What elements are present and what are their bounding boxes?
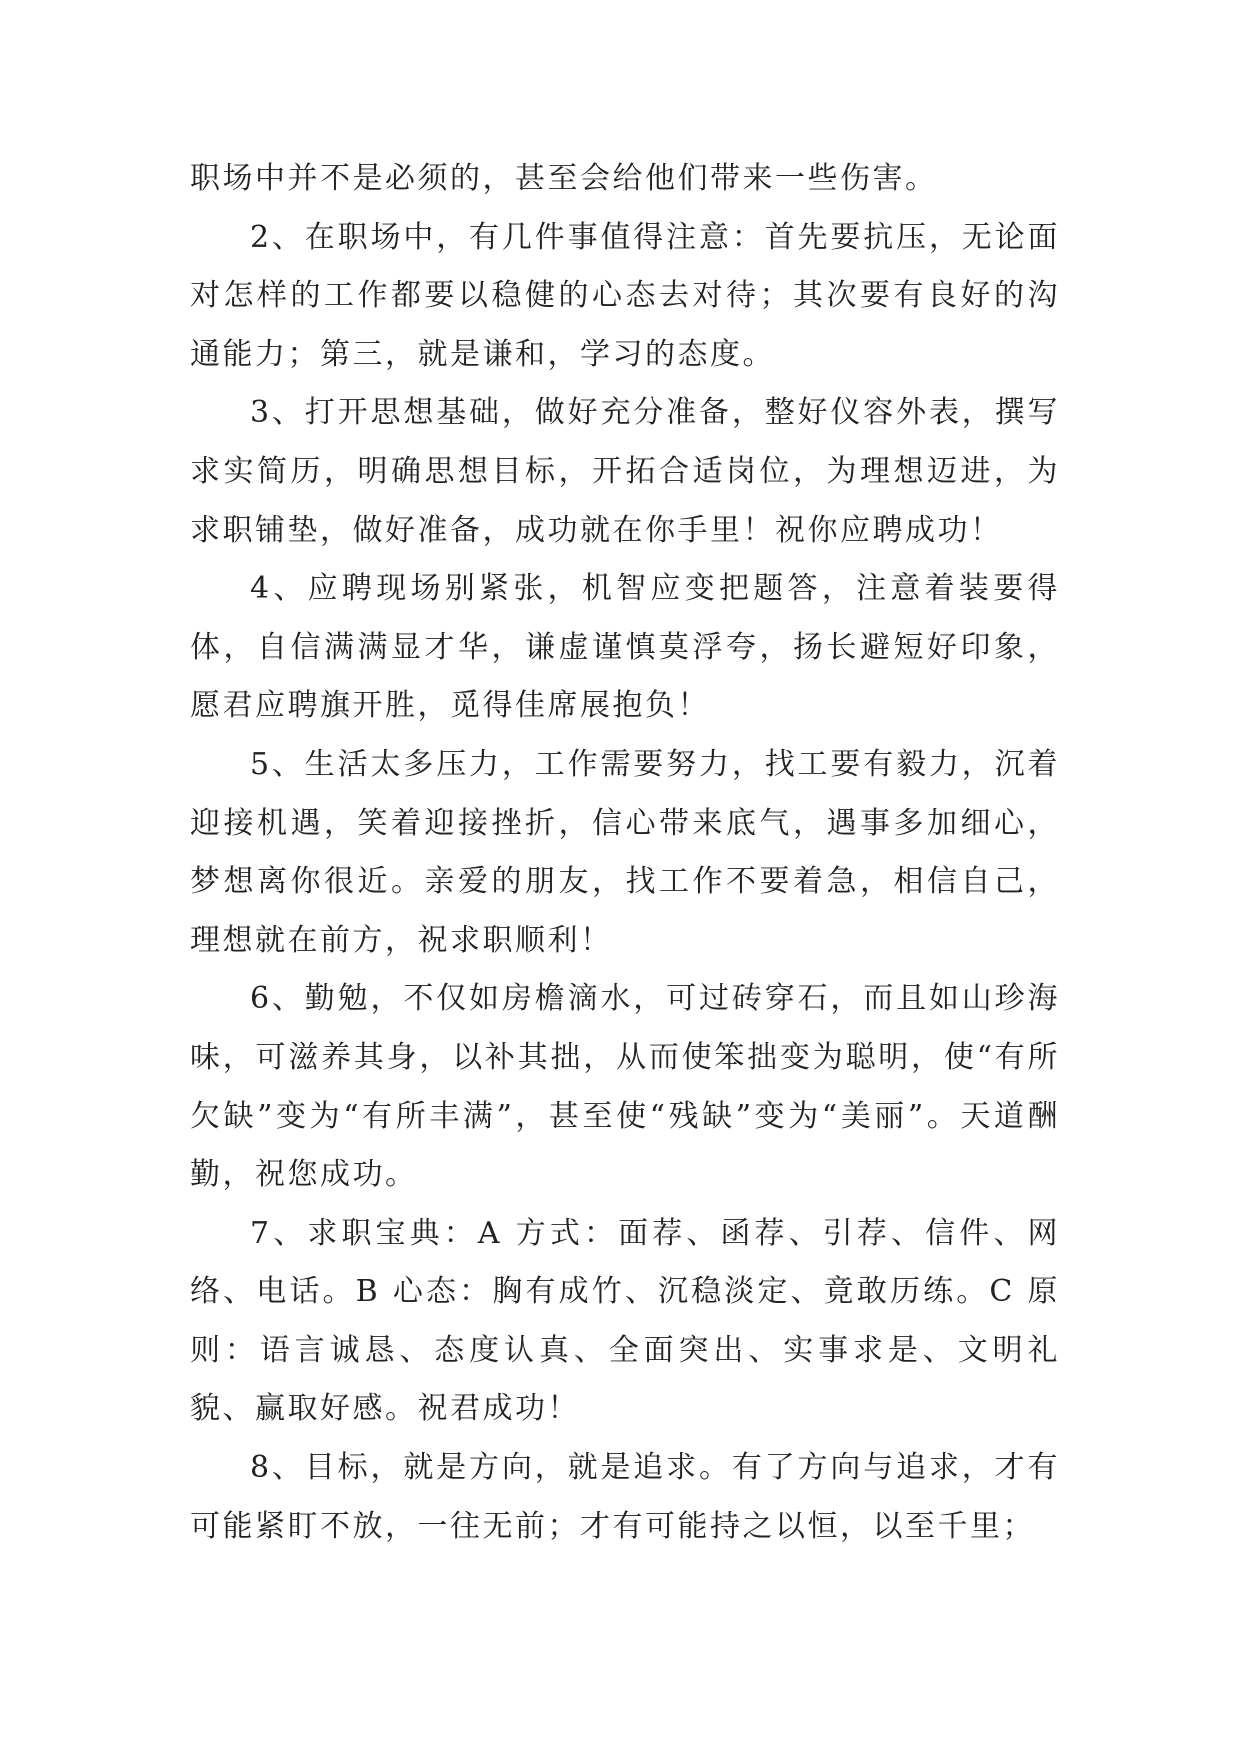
paragraph-5: 5、生活太多压力，工作需要努力，找工要有毅力，沉着迎接机遇，笑着迎接挫折，信心带来底气，遇事多加细心，梦想离你很近。亲爱的朋友，找工作不要着急，相信自己，理想就在前方，祝求职顺利！ [190,746,1060,958]
paragraph-7: 7、求职宝典：A 方式：面荐、函荐、引荐、信件、网络、电话。B 心态：胸有成竹、沉稳淡定、竟敢历练。C 原则：语言诚恳、态度认真、全面突出、实事求是、文明礼貌、赢取好感。祝君成功！ [190,1215,1060,1427]
paragraph-3: 3、打开思想基础，做好充分准备，整好仪容外表，撰写求实简历，明确思想目标，开拓合适岗位，为理想迈进，为求职铺垫，做好准备，成功就在你手里！祝你应聘成功！ [190,395,1060,548]
body-text [190,150,1060,1556]
paragraph-6: 6、勤勉，不仅如房檐滴水，可过砖穿石，而且如山珍海味，可滋养其身，以补其拙，从而使笨拙变为聪明，使“有所欠缺”变为“有所丰满”，甚至使“残缺”变为“美丽”。天道酬勤，祝您成功。 [190,981,1060,1193]
paragraph-4: 4、应聘现场别紧张，机智应变把题答，注意着装要得体，自信满满显才华，谦虚谨慎莫浮夸，扬长避短好印象，愿君应聘旗开胜，觅得佳席展抱负！ [190,571,1060,724]
paragraph-2: 2、在职场中，有几件事值得注意：首先要抗压，无论面对怎样的工作都要以稳健的心态去对待；其次要有良好的沟通能力；第三，就是谦和，学习的态度。 [190,219,1060,372]
paragraph-1: 职场中并不是必须的，甚至会给他们带来一些伤害。 [190,161,938,196]
paragraph-8: 8、目标，就是方向，就是追求。有了方向与追求，才有可能紧盯不放，一往无前；才有可能持之以恒，以至千里； [190,1450,1060,1544]
